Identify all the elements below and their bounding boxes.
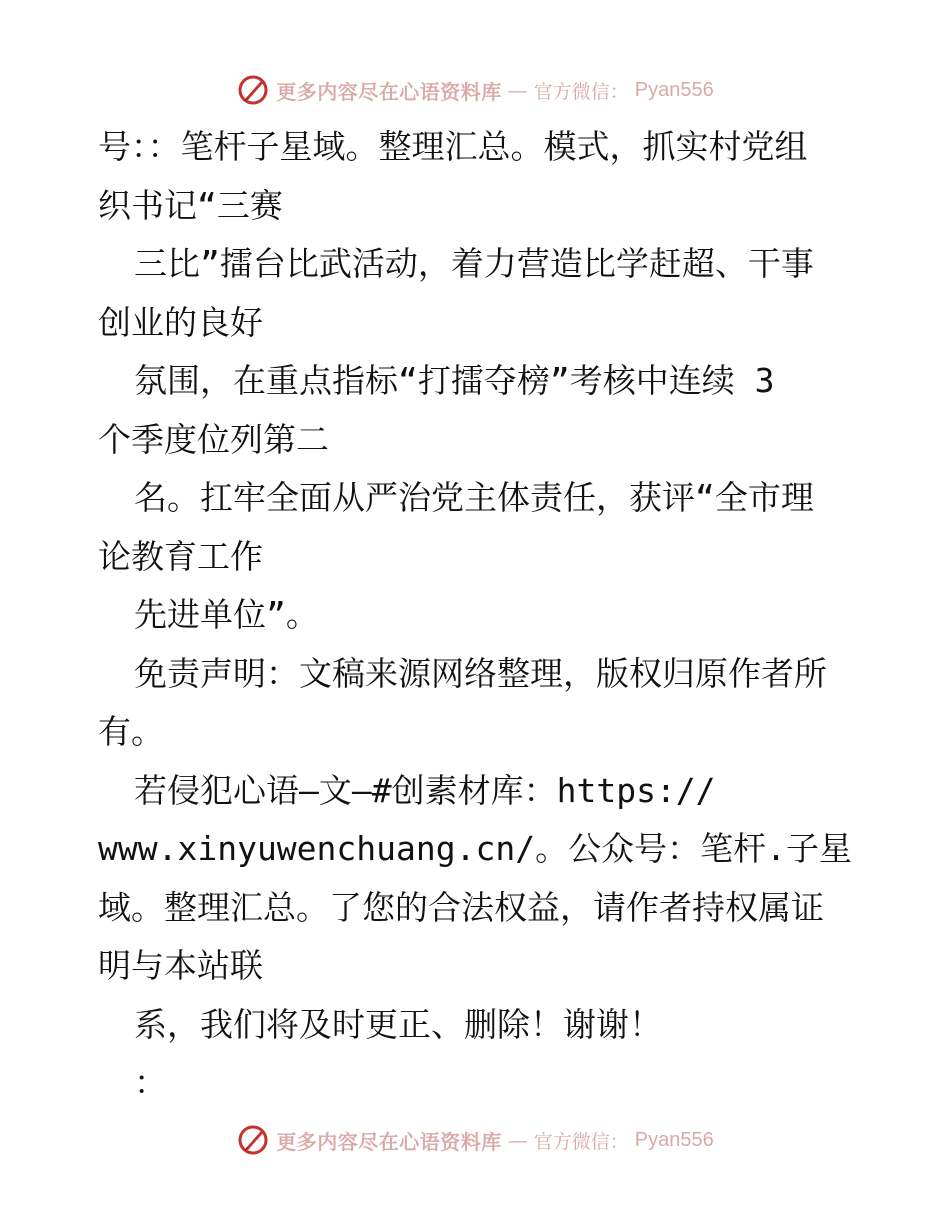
disclaimer-line: 域。整理汇总。了您的合法权益，请作者持权属证 xyxy=(98,887,824,927)
banner-site-text: 更多内容尽在心语资料库 xyxy=(276,1129,502,1154)
banner-wechat-label: 官方微信： xyxy=(533,80,629,103)
disclaimer-line: 免责声明：文稿来源网络整理，版权归原作者所 xyxy=(134,653,827,693)
body-line: 个季度位列第二 xyxy=(98,419,329,459)
footer-banner xyxy=(0,1120,950,1160)
body-line: 创业的良好 xyxy=(98,302,263,342)
disclaimer-line: 若侵犯心语—文—#创素材库：https:// xyxy=(134,770,716,810)
body-line: 织书记“三赛 xyxy=(98,185,283,225)
body-line: 氛围，在重点指标“打擂夺榜”考核中连续 3 xyxy=(134,361,775,400)
quill-logo-icon xyxy=(236,73,270,107)
banner-site-text: 更多内容尽在心语资料库 xyxy=(276,79,502,104)
banner-wechat-label: 官方微信： xyxy=(533,1130,629,1153)
quill-logo-icon xyxy=(236,1123,270,1157)
body-line: 三比”擂台比武活动，着力营造比学赶超、干事 xyxy=(134,244,814,283)
banner-separator: — xyxy=(507,1128,528,1152)
trailing-colon-line: ： xyxy=(134,1063,167,1102)
body-line: 名。扛牢全面从严治党主体责任，获评“全市理 xyxy=(134,478,814,517)
banner-wechat-id: Pyan556 xyxy=(634,78,714,101)
body-line: 先进单位”。 xyxy=(134,595,319,634)
header-banner xyxy=(0,70,950,110)
body-line: 号：：笔杆子星域。整理汇总。模式，抓实村党组 xyxy=(98,127,808,166)
banner-separator: — xyxy=(507,78,528,102)
disclaimer-line: 系，我们将及时更正、删除！谢谢！ xyxy=(134,1004,662,1044)
disclaimer-url-line: www.xinyuwenchuang.cn/。公众号：笔杆.子星 xyxy=(98,829,852,868)
disclaimer-line: 明与本站联 xyxy=(98,946,263,985)
banner-wechat-id: Pyan556 xyxy=(634,1128,714,1151)
disclaimer-line: 有。 xyxy=(98,712,164,751)
body-line: 论教育工作 xyxy=(98,536,263,576)
body-text xyxy=(98,118,858,1113)
